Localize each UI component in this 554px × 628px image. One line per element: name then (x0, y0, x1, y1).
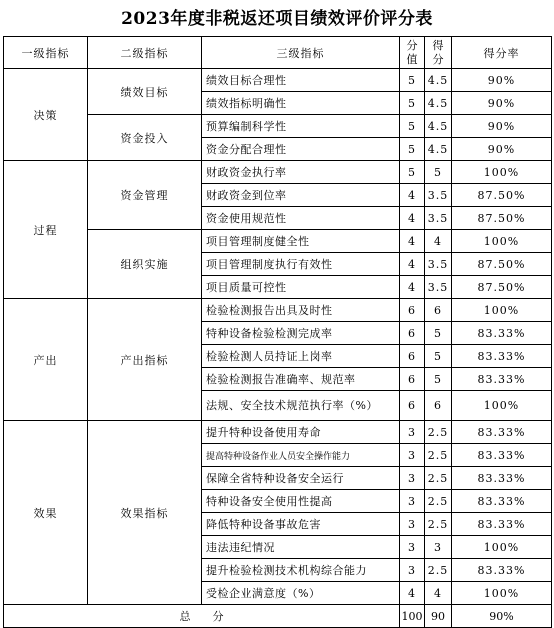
level3-cell: 保障全省特种设备安全运行 (202, 467, 400, 490)
level3-cell: 资金使用规范性 (202, 207, 400, 230)
score-got-cell: 3.5 (425, 184, 452, 207)
score-got-cell: 4.5 (425, 115, 452, 138)
score-got-cell: 5 (425, 368, 452, 391)
table-body (4, 69, 552, 628)
score-got-cell: 4 (425, 582, 452, 605)
score-rate-cell: 100% (452, 161, 552, 184)
level3-cell: 检验检测报告出具及时性 (202, 299, 400, 322)
score-value-cell: 4 (400, 207, 425, 230)
score-value-cell: 3 (400, 421, 425, 444)
score-rate-cell: 100% (452, 391, 552, 421)
level3-cell: 财政资金到位率 (202, 184, 400, 207)
score-value-cell: 3 (400, 513, 425, 536)
score-got-cell: 6 (425, 299, 452, 322)
score-got-cell: 5 (425, 161, 452, 184)
score-rate-cell: 90% (452, 69, 552, 92)
score-value-cell: 5 (400, 161, 425, 184)
level3-cell: 提升检验检测技术机构综合能力 (202, 559, 400, 582)
level1-cell: 产出 (4, 299, 88, 421)
score-rate-cell: 83.33% (452, 467, 552, 490)
score-value-cell: 4 (400, 253, 425, 276)
score-got-cell: 3.5 (425, 207, 452, 230)
level3-cell: 预算编制科学性 (202, 115, 400, 138)
header-row (4, 37, 552, 69)
total-score: 90 (425, 605, 452, 628)
level3-cell: 提高特种设备作业人员安全操作能力 (202, 444, 400, 467)
score-rate-cell: 87.50% (452, 276, 552, 299)
score-value-cell: 3 (400, 467, 425, 490)
level3-cell: 检验检测人员持证上岗率 (202, 345, 400, 368)
level3-cell: 财政资金执行率 (202, 161, 400, 184)
score-got-cell: 2.5 (425, 513, 452, 536)
score-value-cell: 6 (400, 299, 425, 322)
level3-cell: 提升特种设备使用寿命 (202, 421, 400, 444)
score-value-cell: 5 (400, 115, 425, 138)
level3-cell: 绩效目标合理性 (202, 69, 400, 92)
score-rate-cell: 100% (452, 230, 552, 253)
score-got-cell: 2.5 (425, 421, 452, 444)
score-rate-cell: 83.33% (452, 513, 552, 536)
score-rate-cell: 100% (452, 299, 552, 322)
total-value: 100 (400, 605, 425, 628)
score-rate-cell: 83.33% (452, 490, 552, 513)
score-value-cell: 4 (400, 276, 425, 299)
header-score-got (425, 37, 452, 69)
score-got-cell: 5 (425, 345, 452, 368)
header-level1: 一级指标 (4, 37, 88, 69)
score-got-cell: 2.5 (425, 444, 452, 467)
total-row (4, 605, 552, 628)
header-score-value-bottom: 值 (406, 52, 418, 66)
level3-cell: 资金分配合理性 (202, 138, 400, 161)
score-rate-cell: 90% (452, 138, 552, 161)
score-value-cell: 6 (400, 391, 425, 421)
level3-cell: 项目管理制度健全性 (202, 230, 400, 253)
header-score-rate: 得分率 (452, 37, 552, 69)
score-got-cell: 3 (425, 536, 452, 559)
score-rate-cell: 87.50% (452, 253, 552, 276)
score-rate-cell: 83.33% (452, 345, 552, 368)
score-value-cell: 3 (400, 444, 425, 467)
score-rate-cell: 87.50% (452, 184, 552, 207)
score-value-cell: 5 (400, 92, 425, 115)
table-title: 2023年度非税返还项目绩效评价评分表 (121, 9, 433, 29)
header-score-got-bottom: 分 (432, 52, 444, 66)
score-value-cell: 6 (400, 322, 425, 345)
level3-cell: 绩效指标明确性 (202, 92, 400, 115)
level3-cell: 受检企业满意度（%） (202, 582, 400, 605)
score-rate-cell: 83.33% (452, 322, 552, 345)
table-row (4, 161, 552, 184)
header-level3: 三级指标 (202, 37, 400, 69)
score-got-cell: 2.5 (425, 490, 452, 513)
level3-cell: 项目质量可控性 (202, 276, 400, 299)
score-value-cell: 4 (400, 230, 425, 253)
level2-cell: 产出指标 (88, 299, 202, 421)
score-got-cell: 3.5 (425, 276, 452, 299)
score-rate-cell: 100% (452, 582, 552, 605)
evaluation-table (3, 36, 552, 628)
score-value-cell: 3 (400, 490, 425, 513)
score-value-cell: 3 (400, 559, 425, 582)
table-row (4, 299, 552, 322)
score-value-cell: 3 (400, 536, 425, 559)
header-score-got-top: 得 (432, 38, 444, 52)
score-rate-cell: 83.33% (452, 444, 552, 467)
total-rate: 90% (452, 605, 552, 628)
table-row (4, 421, 552, 444)
score-rate-cell: 87.50% (452, 207, 552, 230)
score-value-cell: 5 (400, 138, 425, 161)
header-level2: 二级指标 (88, 37, 202, 69)
level2-cell: 资金投入 (88, 115, 202, 161)
score-got-cell: 5 (425, 322, 452, 345)
level3-cell: 检验检测报告准确率、规范率 (202, 368, 400, 391)
score-got-cell: 4.5 (425, 138, 452, 161)
level3-cell: 法规、安全技术规范执行率（%） (202, 391, 400, 421)
score-rate-cell: 90% (452, 115, 552, 138)
level2-cell: 资金管理 (88, 161, 202, 230)
score-value-cell: 6 (400, 345, 425, 368)
score-value-cell: 4 (400, 582, 425, 605)
level3-cell: 项目管理制度执行有效性 (202, 253, 400, 276)
level1-cell: 过程 (4, 161, 88, 299)
level2-cell: 组织实施 (88, 230, 202, 299)
score-got-cell: 2.5 (425, 467, 452, 490)
header-score-value-top: 分 (406, 38, 418, 52)
level1-cell: 决策 (4, 69, 88, 161)
level1-cell: 效果 (4, 421, 88, 605)
level3-cell: 违法违纪情况 (202, 536, 400, 559)
score-got-cell: 2.5 (425, 559, 452, 582)
header-score-value (400, 37, 425, 69)
score-value-cell: 4 (400, 184, 425, 207)
score-rate-cell: 83.33% (452, 368, 552, 391)
score-value-cell: 6 (400, 368, 425, 391)
score-got-cell: 6 (425, 391, 452, 421)
table-row (4, 69, 552, 92)
score-rate-cell: 83.33% (452, 559, 552, 582)
level2-cell: 绩效目标 (88, 69, 202, 115)
score-rate-cell: 90% (452, 92, 552, 115)
score-got-cell: 3.5 (425, 253, 452, 276)
score-got-cell: 4 (425, 230, 452, 253)
level2-cell: 效果指标 (88, 421, 202, 605)
score-rate-cell: 100% (452, 536, 552, 559)
score-got-cell: 4.5 (425, 92, 452, 115)
score-rate-cell: 83.33% (452, 421, 552, 444)
level3-cell: 特种设备检验检测完成率 (202, 322, 400, 345)
total-label: 总 分 (4, 605, 400, 628)
level3-cell: 特种设备安全使用性提高 (202, 490, 400, 513)
score-got-cell: 4.5 (425, 69, 452, 92)
score-value-cell: 5 (400, 69, 425, 92)
level3-cell: 降低特种设备事故危害 (202, 513, 400, 536)
